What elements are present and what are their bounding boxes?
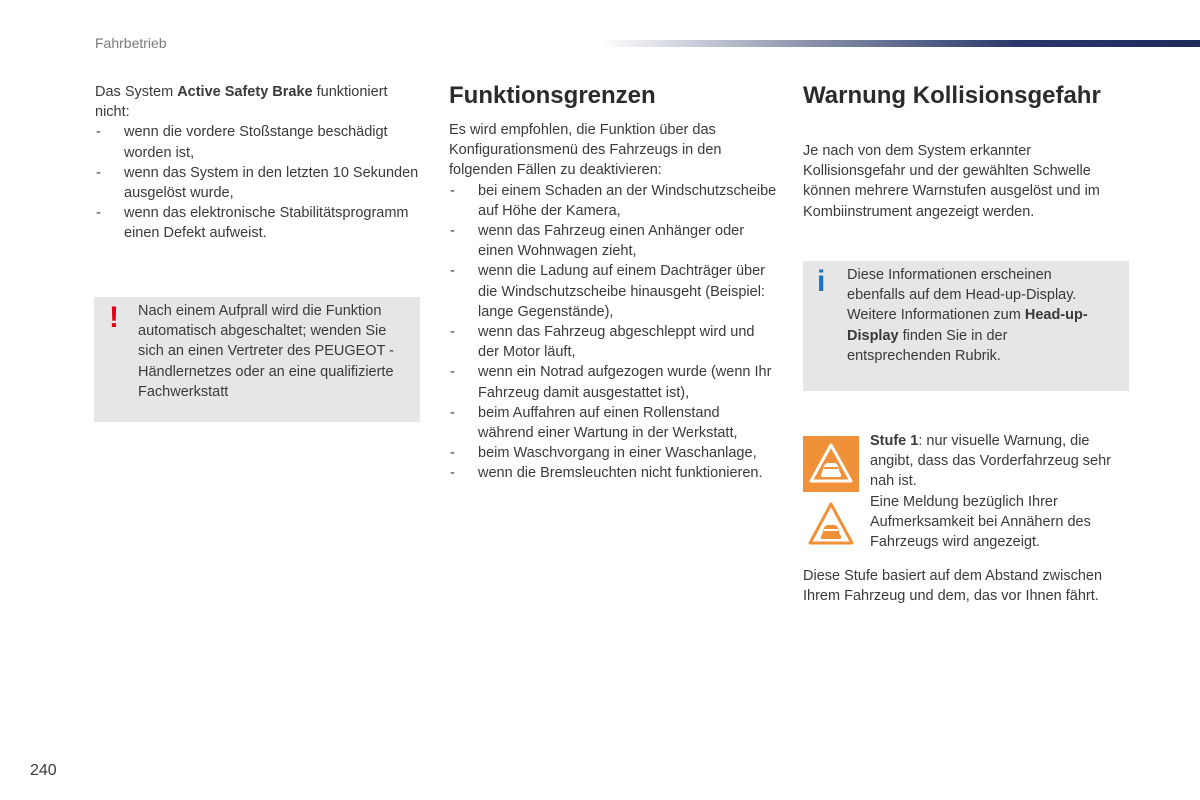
info-note-text: Diese Informationen erscheinen ebenfalls auf dem Head-up-Display. Weitere Informationen zum Head-up-Display finden Sie in der entsprechenden Rubrik.	[847, 267, 1088, 364]
exclamation-icon: !	[109, 301, 119, 334]
stufe-1-text: Stufe 1: nur visuelle Warnung, die angibt, dass das Vorderfahrzeug sehr nah ist. Eine Meldung bezüglich Ihrer Aufmerksamkeit bei Annähern des Fahrzeugs wird angezeigt.	[870, 431, 1132, 552]
list-item: - wenn das System in den letzten 10 Sekunden ausgelöst wurde,	[95, 163, 425, 203]
stufe-message: Eine Meldung bezüglich Ihrer Aufmerksamkeit bei Annähern des Fahrzeugs wird angezeigt.	[870, 493, 1091, 551]
column-1	[95, 82, 425, 244]
col2-intro: Es wird empfohlen, die Funktion über das Konfigurationsmenü des Fahrzeugs in den folgenden Fällen zu deaktivieren:	[449, 122, 722, 179]
info-note	[803, 261, 1129, 391]
list-item: - wenn die Bremsleuchten nicht funktionieren.	[449, 463, 779, 483]
page-number: 240	[30, 762, 57, 779]
collision-warning-icon	[803, 436, 859, 492]
header-accent-bar	[600, 40, 1200, 47]
list-item: - beim Auffahren auf einen Rollenstand während einer Wartung in der Werkstatt,	[449, 403, 779, 443]
column-2	[449, 120, 779, 484]
list-item: - wenn ein Notrad aufgezogen wurde (wenn Ihr Fahrzeug damit ausgestattet ist),	[449, 362, 779, 402]
list-item: - bei einem Schaden an der Windschutzscheibe auf Höhe der Kamera,	[449, 181, 779, 221]
info-icon: i	[817, 265, 826, 298]
list-item: - wenn die Ladung auf einem Dachträger über die Windschutzscheibe hinausgeht (Beispiel: lange Gegenstände),	[449, 261, 779, 322]
list-item: - wenn das Fahrzeug einen Anhänger oder einen Wohnwagen zieht,	[449, 221, 779, 261]
col2-list	[449, 181, 779, 484]
col3-footer: Diese Stufe basiert auf dem Abstand zwischen Ihrem Fahrzeug und dem, das vor Ihnen fährt.	[803, 568, 1103, 605]
list-item: - beim Waschvorgang in einer Waschanlage,	[449, 443, 779, 463]
warning-note-text: Nach einem Aufprall wird die Funktion automatisch abgeschaltet; wenden Sie sich an einen Vertreter des PEUGEOT -Händlernetzes oder an eine qualifizierte Fachwerkstatt	[138, 303, 395, 400]
list-item: - wenn die vordere Stoßstange beschädigt worden ist,	[95, 122, 425, 162]
section-title: Fahrbetrieb	[95, 35, 167, 51]
list-item: - wenn das elektronische Stabilitätsprogramm einen Defekt aufweist.	[95, 203, 425, 243]
list-item: - wenn das Fahrzeug abgeschleppt wird und der Motor läuft,	[449, 322, 779, 362]
col3-intro: Je nach von dem System erkannter Kollisionsgefahr und der gewählten Schwelle können mehrere Warnstufen ausgelöst und im Kombiinstrument angezeigt werden.	[803, 143, 1100, 220]
heading-warnung-kollisionsgefahr: Warnung Kollisionsgefahr	[803, 82, 1101, 109]
col1-intro: Das System Active Safety Brake funktioniert nicht:	[95, 84, 388, 121]
stufe-label: Stufe 1	[870, 433, 919, 449]
system-name: Active Safety Brake	[177, 84, 313, 100]
collision-warning-outline-icon	[806, 500, 856, 548]
warning-note	[94, 297, 420, 422]
col1-list	[95, 122, 425, 243]
heading-funktionsgrenzen: Funktionsgrenzen	[449, 82, 656, 109]
